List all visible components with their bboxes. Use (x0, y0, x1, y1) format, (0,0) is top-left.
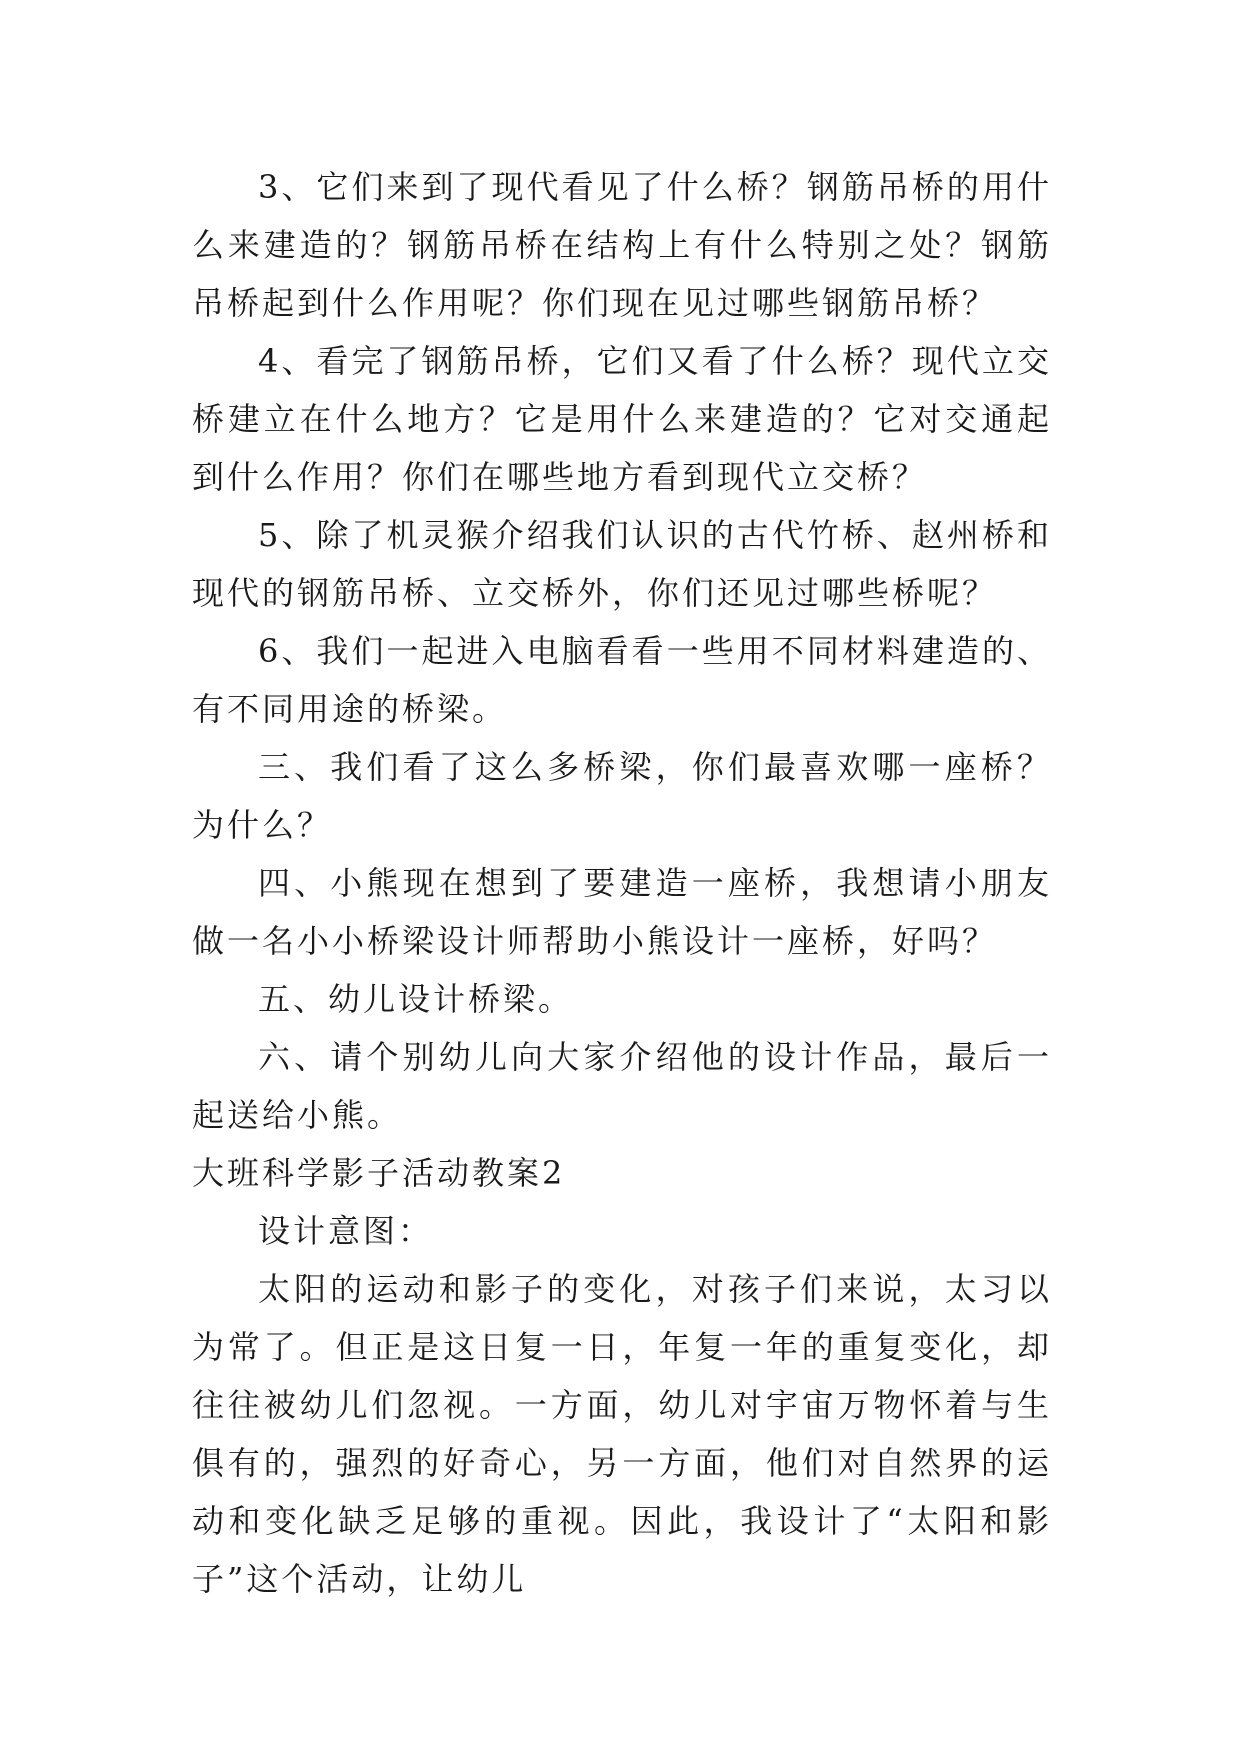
design-intent-label: 设计意图： (258, 1212, 434, 1250)
paragraph-6: 6、我们一起进入电脑看看一些用不同材料建造的、有不同用途的桥梁。 (192, 632, 1052, 728)
paragraph-4: 4、看完了钢筋吊桥，它们又看了什么桥？现代立交桥建立在什么地方？它是用什么来建造的？它对交通起到什么作用？你们在哪些地方看到现代立交桥？ (192, 342, 1052, 496)
paragraph-si: 四、小熊现在想到了要建造一座桥，我想请小朋友做一名小小桥梁设计师帮助小熊设计一座桥，好吗？ (192, 864, 1052, 960)
paragraph-3: 3、它们来到了现代看见了什么桥？钢筋吊桥的用什么来建造的？钢筋吊桥在结构上有什么特别之处？钢筋吊桥起到什么作用呢？你们现在见过哪些钢筋吊桥？ (192, 168, 1052, 322)
design-intent-body: 太阳的运动和影子的变化，对孩子们来说，太习以为常了。但正是这日复一日，年复一年的重复变化，却往往被幼儿们忽视。一方面，幼儿对宇宙万物怀着与生俱有的，强烈的好奇心，另一方面，他们对自然界的运动和变化缺乏足够的重视。因此，我设计了“太阳和影子”这个活动，让幼儿 (192, 1270, 1052, 1598)
section-title: 大班科学影子活动教案2 (192, 1154, 566, 1192)
paragraph-liu: 六、请个别幼儿向大家介绍他的设计作品，最后一起送给小熊。 (192, 1038, 1052, 1134)
document-body (192, 158, 1052, 1608)
paragraph-5: 5、除了机灵猴介绍我们认识的古代竹桥、赵州桥和现代的钢筋吊桥、立交桥外，你们还见过哪些桥呢？ (192, 516, 1052, 612)
paragraph-wu: 五、幼儿设计桥梁。 (258, 980, 574, 1018)
paragraph-san: 三、我们看了这么多桥梁，你们最喜欢哪一座桥？为什么？ (192, 748, 1052, 844)
